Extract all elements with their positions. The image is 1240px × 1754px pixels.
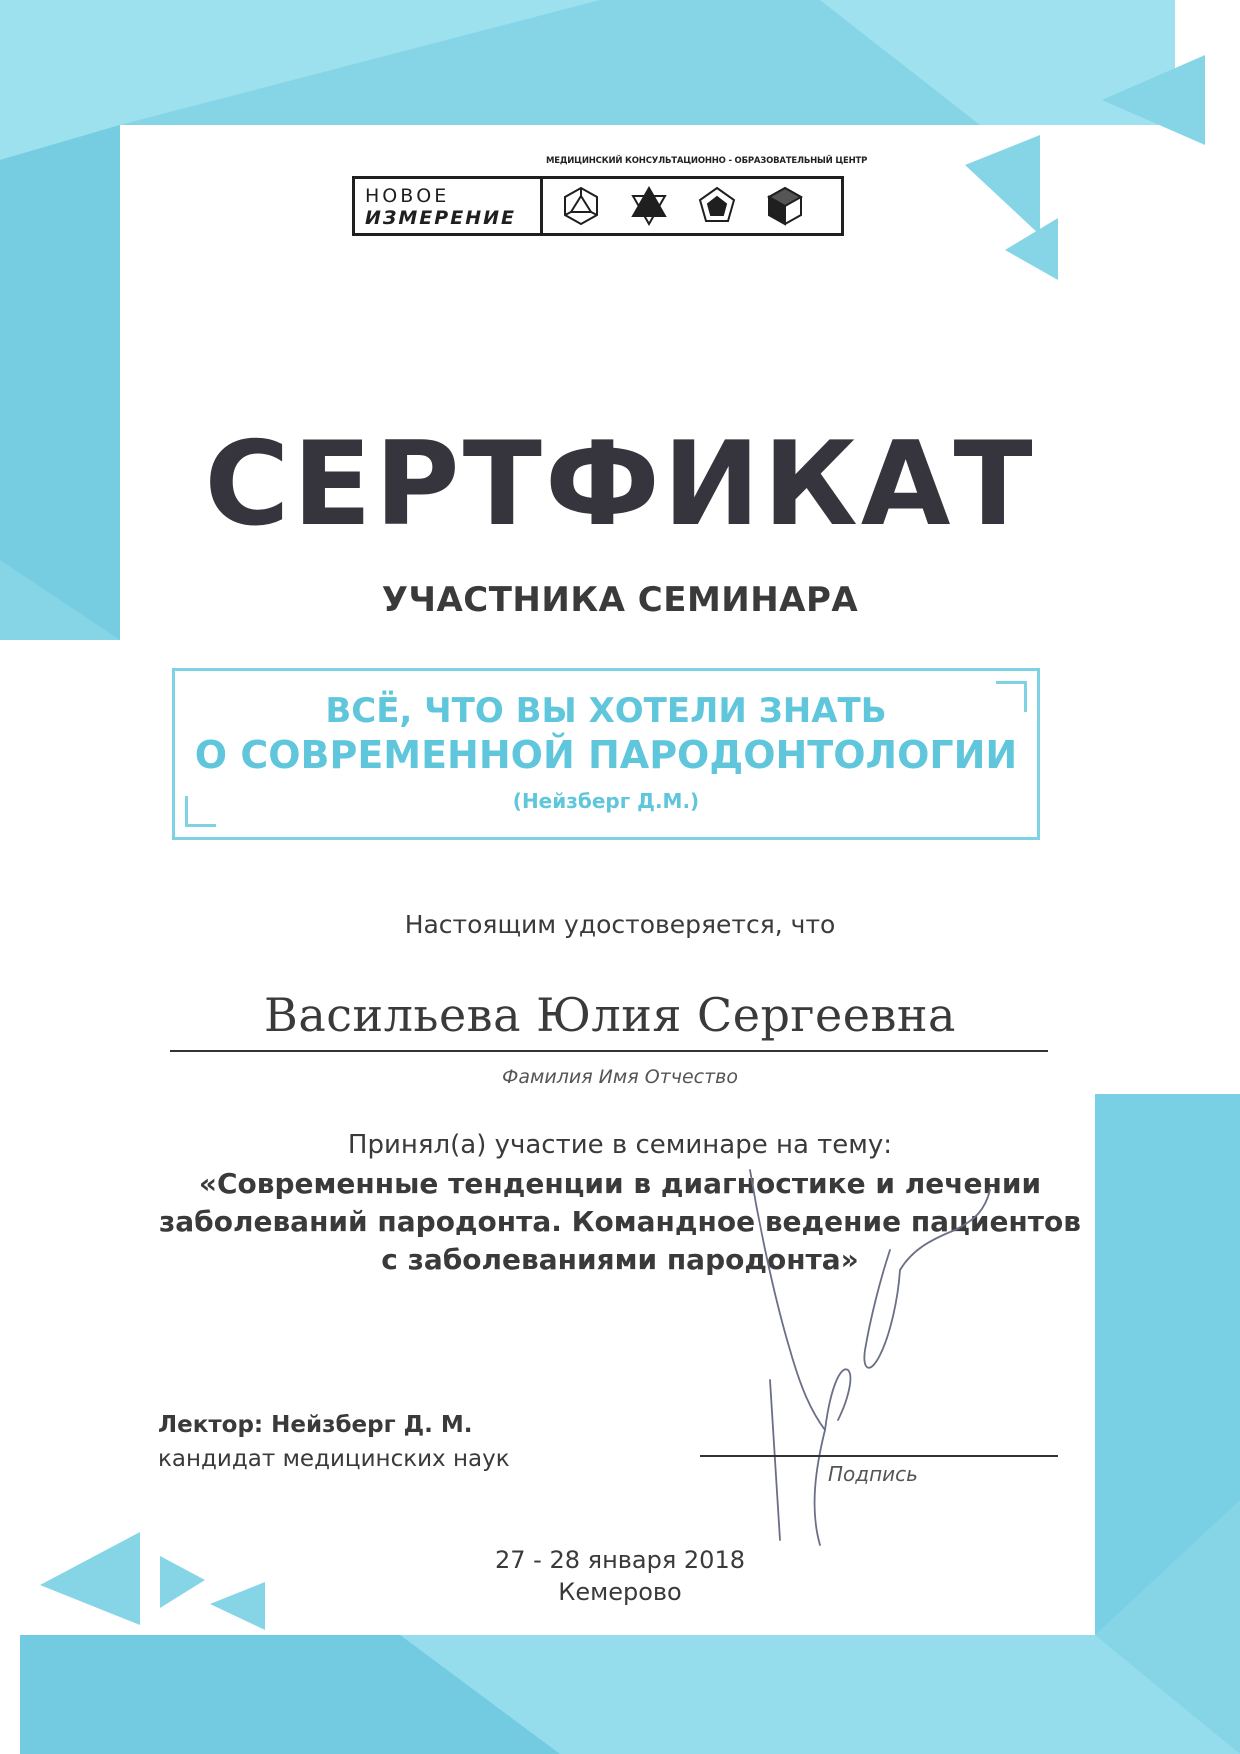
- topic-line-3: с заболеваниями пародонта»: [381, 1243, 859, 1276]
- dodecahedron-icon: [700, 188, 734, 221]
- topic-intro: Принял(а) участие в семинаре на тему:: [347, 1130, 893, 1160]
- star-of-david-icon: [633, 188, 665, 224]
- seminar-author: (Нейзберг Д.М.): [512, 789, 700, 813]
- seminar-title-line-2: О СОВРЕМЕННОЙ ПАРОДОНТОЛОГИИ: [194, 733, 1018, 777]
- triangle-right-2: [965, 135, 1040, 235]
- name-underline: [170, 1050, 1048, 1052]
- signature-stroke-6: [770, 1380, 780, 1540]
- certificate-title: СЕРТФИКАТ: [204, 417, 1036, 552]
- lecturer-name: Лектор: Нейзберг Д. М.: [158, 1412, 473, 1438]
- handwritten-signature: [730, 1150, 1050, 1550]
- participant-name: Васильева Юлия Сергеевна: [264, 988, 956, 1042]
- seminar-title-line-1: ВСЁ, ЧТО ВЫ ХОТЕЛИ ЗНАТЬ: [325, 691, 887, 731]
- topic-line-2: заболеваний пародонта. Командное ведение пациентов: [159, 1205, 1081, 1238]
- signature-stroke-3: [864, 1250, 900, 1368]
- lecturer-degree: кандидат медицинских наук: [158, 1446, 510, 1472]
- topic-line-1: «Современные тенденции в диагностике и лечении: [198, 1167, 1042, 1200]
- signature-caption: Подпись: [828, 1462, 918, 1486]
- name-caption: Фамилия Имя Отчество: [502, 1066, 738, 1088]
- logo-wordmark: [355, 179, 543, 233]
- signature-stroke-1: [750, 1170, 825, 1430]
- frame-left-shade: [0, 125, 120, 640]
- seminar-title-box: [172, 668, 1040, 840]
- event-dates: 27 - 28 января 2018: [495, 1546, 745, 1574]
- signature-stroke-4: [900, 1190, 990, 1270]
- triangle-right-3: [1005, 218, 1058, 280]
- certificate-subtitle: УЧАСТНИКА СЕМИНАРА: [381, 580, 859, 620]
- logo-word-1: НОВОЕ: [365, 185, 450, 207]
- logo-icons: [551, 183, 839, 229]
- logo: [352, 176, 844, 236]
- icosahedron-icon: [565, 188, 597, 224]
- logo-word-2: ИЗМЕРЕНИЕ: [365, 207, 516, 229]
- cube-icon: [769, 188, 801, 224]
- certify-text: Настоящим удостоверяется, что: [404, 910, 836, 939]
- event-city: Кемерово: [558, 1578, 682, 1606]
- signature-line: [700, 1455, 1058, 1457]
- logo-tagline: МЕДИЦИНСКИЙ КОНСУЛЬТАЦИОННО - ОБРАЗОВАТЕЛЬНЫЙ ЦЕНТР: [546, 156, 868, 166]
- signature-stroke-5: [815, 1430, 825, 1545]
- signature-stroke-2: [825, 1369, 850, 1430]
